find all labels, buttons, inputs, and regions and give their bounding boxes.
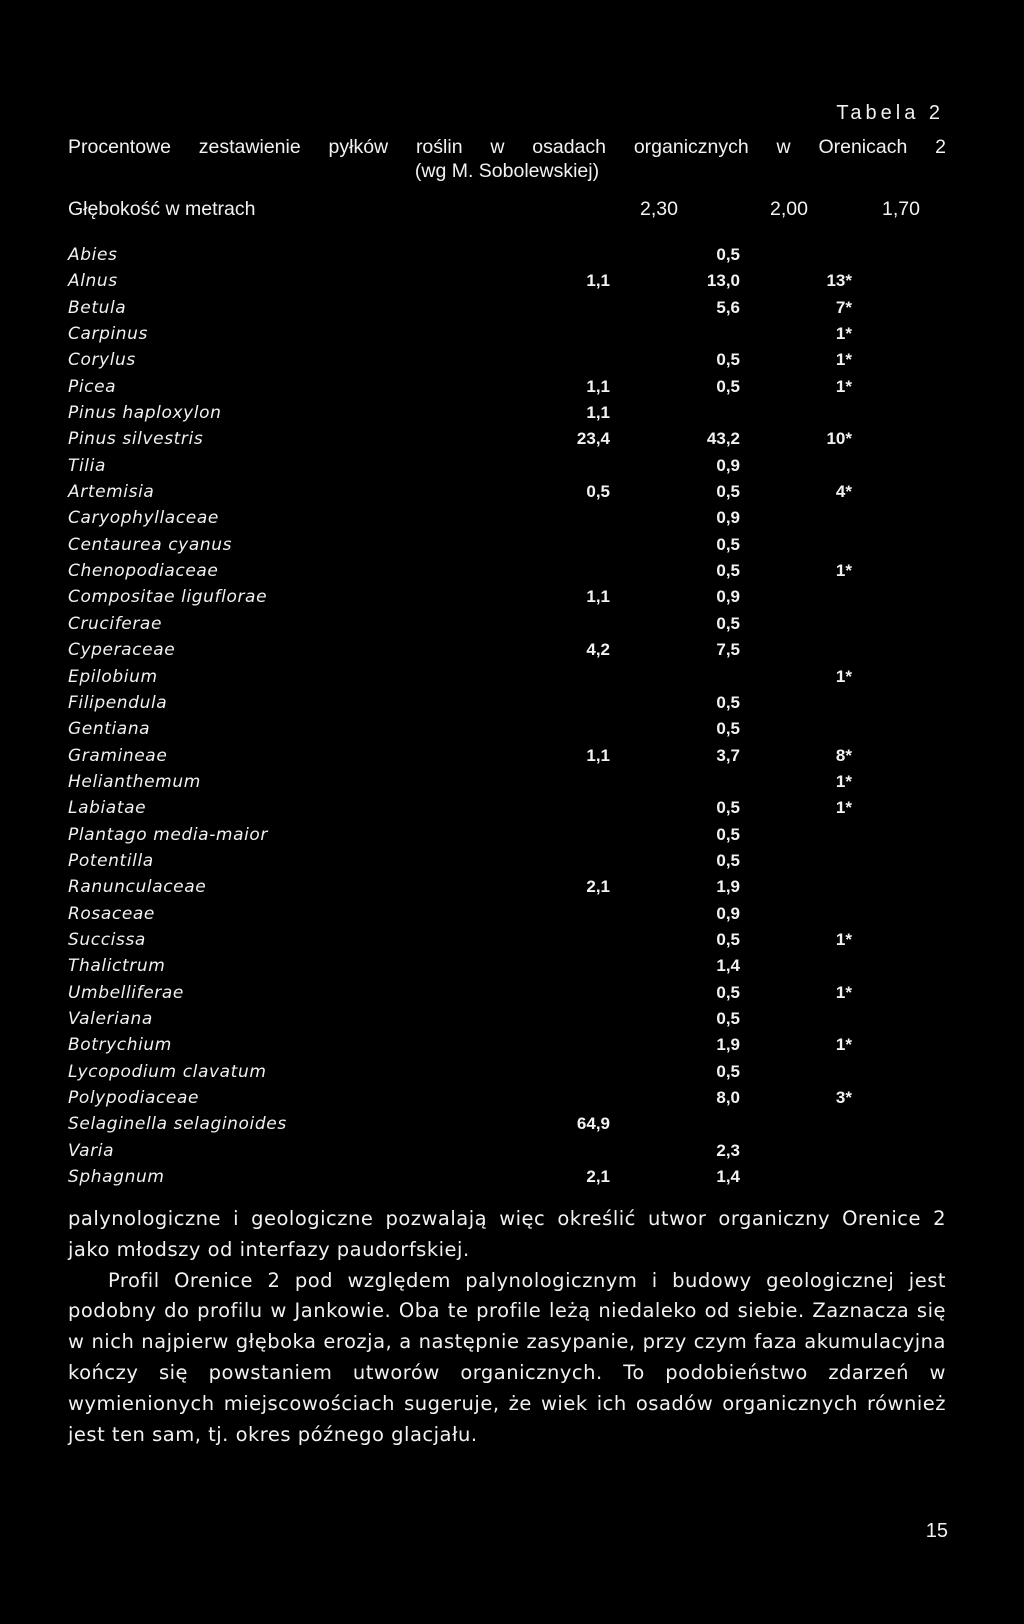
taxon-name: Tilia: [68, 455, 106, 476]
table-row: [68, 374, 868, 400]
taxon-name: Cruciferae: [68, 613, 163, 634]
value-depth-2-00: 0,5: [716, 561, 740, 581]
value-depth-2-30: 1,1: [586, 403, 610, 423]
taxon-name: Carpinus: [68, 324, 148, 345]
value-depth-1-70: 1*: [835, 1035, 852, 1055]
table-row: [68, 1085, 868, 1111]
value-depth-1-70: 1*: [835, 982, 852, 1002]
taxon-name: Labiatae: [68, 798, 147, 819]
value-depth-2-30: 4,2: [586, 640, 610, 660]
taxon-name: Gramineae: [68, 745, 168, 766]
table-row: [68, 848, 868, 874]
taxon-name: Varia: [68, 1140, 115, 1161]
table-row: [68, 901, 868, 927]
value-depth-2-00: 0,5: [716, 350, 740, 370]
table-row: [68, 400, 868, 426]
value-depth-2-00: 1,4: [716, 1167, 740, 1187]
value-depth-2-00: 1,9: [716, 1035, 740, 1055]
taxon-name: Pinus haploxylon: [68, 403, 222, 424]
table-row: [68, 611, 868, 637]
table-row: [68, 927, 868, 953]
taxon-name: Epilobium: [68, 666, 158, 687]
value-depth-2-00: 0,5: [716, 482, 740, 502]
value-depth-1-70: 4*: [835, 482, 852, 502]
value-depth-2-00: 13,0: [706, 271, 740, 291]
table-row: [68, 743, 868, 769]
table-row: [68, 479, 868, 505]
taxon-name: Polypodiaceae: [68, 1088, 200, 1108]
table-row: [68, 584, 868, 610]
value-depth-2-00: 0,9: [716, 587, 740, 607]
value-depth-1-70: 1*: [835, 666, 852, 686]
value-depth-2-00: 5,6: [716, 297, 740, 317]
table-row: [68, 558, 868, 584]
taxon-name: Botrychium: [68, 1035, 172, 1056]
taxon-name: Umbelliferae: [68, 982, 184, 1003]
taxon-name: Filipendula: [68, 692, 168, 713]
taxon-name: Valeriana: [68, 1008, 153, 1029]
table-row: [68, 295, 868, 321]
value-depth-1-70: 1*: [835, 771, 852, 791]
depth-header-col1: 2,30: [640, 198, 678, 220]
value-depth-2-00: 0,5: [716, 719, 740, 739]
taxon-name: Rosaceae: [68, 903, 155, 924]
value-depth-1-70: 7*: [835, 297, 852, 317]
table-row: [68, 690, 868, 716]
value-depth-2-30: 0,5: [586, 482, 610, 502]
paragraph-1: palynologiczne i geologiczne pozwalają więc określić utwor organiczny Orenice 2 jako młodszy od interfazy paudorfskiej.: [68, 1207, 946, 1261]
taxon-name: Succissa: [68, 929, 146, 950]
taxon-name: Potentilla: [68, 850, 154, 871]
depth-header-label: Głębokość w metrach: [68, 198, 256, 220]
table-row: [68, 347, 868, 373]
table-row: [68, 242, 868, 268]
taxon-name: Gentiana: [68, 719, 151, 740]
table-row: [68, 268, 868, 294]
taxon-name: Cyperaceae: [68, 640, 176, 661]
taxon-name: Abies: [68, 245, 118, 265]
taxon-name: Alnus: [68, 271, 118, 292]
value-depth-2-00: 0,5: [716, 245, 740, 264]
value-depth-2-00: 0,5: [716, 613, 740, 633]
value-depth-2-00: 0,5: [716, 1061, 740, 1081]
value-depth-1-70: 10*: [826, 429, 852, 449]
value-depth-2-00: 7,5: [716, 640, 740, 660]
table-row: [68, 1138, 868, 1164]
table-row: [68, 426, 868, 452]
taxon-name: Selaginella selaginoides: [68, 1114, 287, 1135]
value-depth-2-30: 64,9: [576, 1114, 610, 1134]
table-row: [68, 664, 868, 690]
table-row: [68, 1059, 868, 1085]
value-depth-1-70: 1*: [835, 376, 852, 396]
value-depth-2-00: 3,7: [716, 745, 740, 765]
table-row: [68, 532, 868, 558]
table-row: [68, 1006, 868, 1032]
value-depth-2-30: 1,1: [586, 376, 610, 396]
depth-header-col2: 2,00: [770, 198, 808, 220]
table-row: [68, 953, 868, 979]
table-row: [68, 980, 868, 1006]
table-row: [68, 637, 868, 663]
table-row: [68, 453, 868, 479]
value-depth-1-70: 1*: [835, 929, 852, 949]
value-depth-1-70: 1*: [835, 324, 852, 344]
value-depth-2-00: 0,5: [716, 376, 740, 396]
table-row: [68, 1164, 868, 1190]
table-caption: Procentowe zestawienie pyłków roślin w osadach organicznych w Orenicach 2: [68, 136, 946, 158]
value-depth-1-70: 3*: [835, 1088, 852, 1107]
table-row: [68, 874, 868, 900]
taxon-name: Thalictrum: [68, 956, 166, 977]
table-row: [68, 1111, 868, 1137]
value-depth-2-00: 0,5: [716, 798, 740, 818]
page-number: 15: [925, 1520, 948, 1542]
table-row: [68, 795, 868, 821]
body-text: [68, 1204, 946, 1450]
pollen-table-body: [68, 242, 868, 1190]
value-depth-2-00: 0,5: [716, 824, 740, 844]
value-depth-2-30: 1,1: [586, 587, 610, 607]
taxon-name: Picea: [68, 376, 117, 397]
value-depth-2-00: 0,5: [716, 929, 740, 949]
taxon-name: Compositae liguflorae: [68, 587, 268, 608]
value-depth-1-70: 1*: [835, 561, 852, 581]
value-depth-2-00: 0,9: [716, 508, 740, 528]
value-depth-1-70: 8*: [835, 745, 852, 765]
value-depth-2-30: 23,4: [576, 429, 610, 449]
taxon-name: Caryophyllaceae: [68, 508, 219, 529]
value-depth-2-00: 2,3: [716, 1140, 740, 1160]
taxon-name: Sphagnum: [68, 1167, 165, 1188]
value-depth-2-00: 8,0: [716, 1088, 740, 1107]
value-depth-2-30: 2,1: [586, 1167, 610, 1187]
taxon-name: Corylus: [68, 350, 136, 371]
value-depth-2-30: 2,1: [586, 877, 610, 897]
value-depth-2-00: 0,5: [716, 1008, 740, 1028]
taxon-name: Centaurea cyanus: [68, 534, 233, 555]
value-depth-1-70: 13*: [826, 271, 852, 291]
depth-header-col3: 1,70: [882, 198, 920, 220]
taxon-name: Ranunculaceae: [68, 877, 207, 898]
taxon-name: Helianthemum: [68, 771, 201, 792]
taxon-name: Artemisia: [68, 482, 155, 503]
value-depth-2-30: 1,1: [586, 745, 610, 765]
taxon-name: Pinus silvestris: [68, 429, 204, 450]
value-depth-2-00: 1,4: [716, 956, 740, 976]
value-depth-2-00: 0,9: [716, 903, 740, 923]
table-header-row: [68, 198, 920, 228]
table-row: [68, 1032, 868, 1058]
value-depth-2-00: 0,9: [716, 455, 740, 475]
taxon-name: Chenopodiaceae: [68, 561, 219, 582]
table-row: [68, 505, 868, 531]
taxon-name: Plantago media-maior: [68, 824, 269, 845]
paragraph-2: Profil Orenice 2 pod względem palynologicznym i budowy geologicznej jest podobny do profilu w Jankowie. Oba te profile leżą niedaleko od siebie. Zaznacza się w nich najpierw głęboka erozja, a następnie zasypanie, przy czym faza akumulacyjna kończy się powstaniem utworów organicznych. To podobieństwo zdarzeń w wymienionych miejscowościach sugeruje, że wiek ich osadów organicznych również jest ten sam, tj. okres późnego glacjału.: [68, 1268, 946, 1446]
table-row: [68, 769, 868, 795]
table-row: [68, 822, 868, 848]
value-depth-2-00: 0,5: [716, 982, 740, 1002]
value-depth-1-70: 1*: [835, 798, 852, 818]
value-depth-1-70: 1*: [835, 350, 852, 370]
value-depth-2-00: 0,5: [716, 850, 740, 870]
table-caption-source: (wg M. Sobolewskiej): [414, 160, 600, 182]
value-depth-2-00: 43,2: [706, 429, 740, 449]
value-depth-2-30: 1,1: [586, 271, 610, 291]
value-depth-2-00: 0,5: [716, 692, 740, 712]
table-label: Tabela 2: [836, 102, 944, 124]
taxon-name: Lycopodium clavatum: [68, 1061, 267, 1082]
table-row: [68, 716, 868, 742]
value-depth-2-00: 0,5: [716, 534, 740, 554]
table-row: [68, 321, 868, 347]
taxon-name: Betula: [68, 297, 127, 318]
value-depth-2-00: 1,9: [716, 877, 740, 897]
